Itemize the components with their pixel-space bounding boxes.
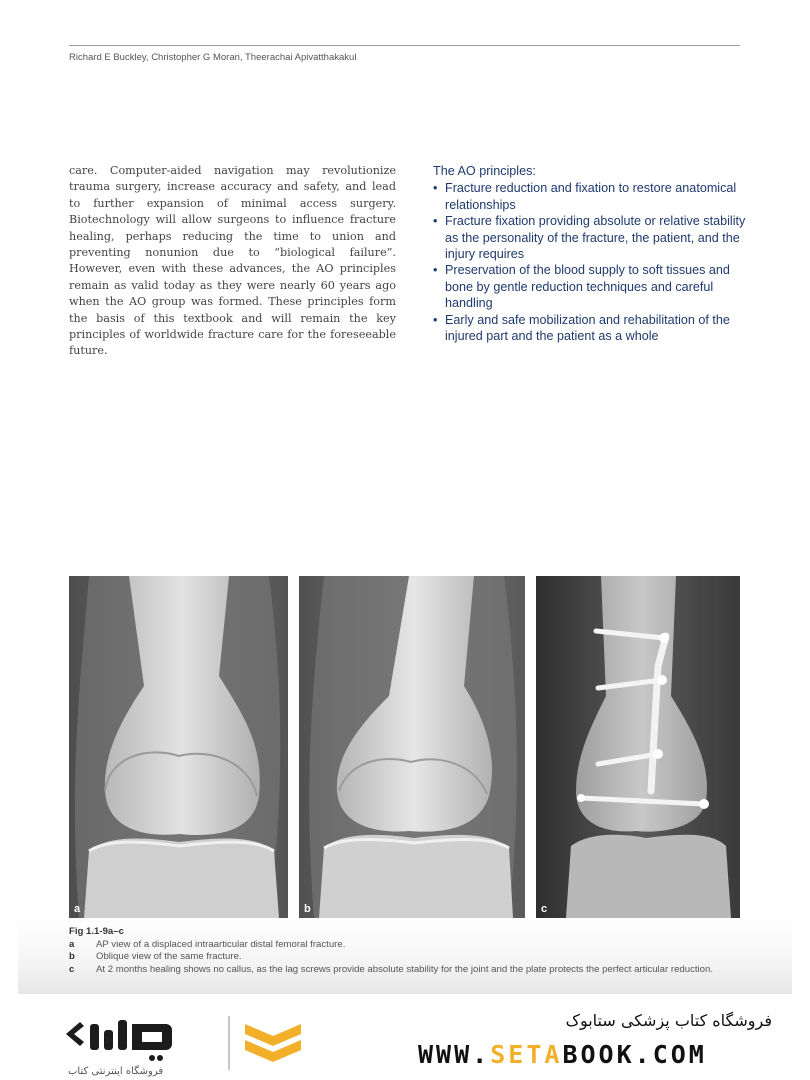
xray-panel-c	[536, 576, 740, 918]
xray-image-c	[536, 576, 740, 918]
caption-key: c	[69, 963, 75, 975]
xray-image-a	[69, 576, 288, 918]
url-prefix: WWW.	[418, 1040, 491, 1069]
principle-text: Early and safe mobilization and rehabilitation of the injured part and the patient as a whole	[445, 312, 730, 344]
caption-text: At 2 months healing shows no callus, as the lag screws provide absolute stability for the joint and the plate protects the perfect articular reduction.	[96, 963, 714, 975]
xray-panel-a	[69, 576, 288, 918]
logo-subtitle: فروشگاه اینترنتی کتاب	[68, 1066, 164, 1077]
body-paragraph: care. Computer-aided navigation may revolutionize trauma surgery, increase accuracy and safety, and lead to further expansion of minimal access surgery. Biotechnology will allow surgeons to influence fracture healing, perhaps reducing the time to union and preventing nonunion due to “biological failure”. However, even with these advances, the AO principles remain as valid today as they were nearly 60 years ago when the AO group was formed. These principles form the basis of this textbook and will remain the key principles of worldwide fracture care for the foreseeable future.	[69, 164, 396, 358]
setabook-logo	[60, 1010, 320, 1078]
ao-principles-list	[433, 180, 753, 344]
caption-key: b	[69, 951, 75, 963]
caption-key: a	[69, 938, 75, 950]
url-suffix: BOOK.COM	[562, 1040, 707, 1069]
caption-item-c	[69, 964, 749, 977]
bullet: •	[433, 312, 438, 327]
url-accent: SETA	[490, 1040, 563, 1069]
ao-principles-title: The AO principles:	[433, 164, 536, 178]
principle-text: Fracture reduction and fixation to restore anatomical relationships	[445, 181, 737, 212]
panel-label-b: b	[304, 903, 311, 915]
principle-item	[433, 312, 753, 345]
principle-item	[433, 262, 753, 311]
caption-text: Oblique view of the same fracture.	[96, 951, 242, 963]
caption-item-a	[69, 939, 749, 952]
ao-principles-box	[433, 163, 753, 344]
header-rule	[69, 45, 740, 46]
figure-caption	[69, 926, 749, 976]
principle-text: Preservation of the blood supply to soft tissues and bone by gentle reduction techniques and careful handling	[445, 263, 730, 311]
panel-label-a: a	[74, 903, 81, 915]
store-name: فروشگاه کتاب پزشکی ستابوک	[565, 1011, 772, 1030]
bullet: •	[433, 214, 438, 229]
bullet: •	[433, 263, 438, 278]
xray-image-b	[299, 576, 525, 918]
principle-item	[433, 213, 753, 262]
panel-label-c: c	[541, 903, 548, 915]
bullet: •	[433, 181, 438, 196]
caption-text: AP view of a displaced intraarticular distal femoral fracture.	[96, 938, 346, 950]
site-url	[418, 1040, 707, 1069]
xray-panel-b	[299, 576, 525, 918]
principle-item	[433, 180, 753, 213]
caption-item-b	[69, 951, 749, 964]
caption-title: Fig 1.1-9a–c	[69, 926, 124, 937]
running-head-authors: Richard E Buckley, Christopher G Moran, Theerachai Apivatthakakul	[69, 52, 357, 63]
principle-text: Fracture fixation providing absolute or relative stability as the personality of the fracture, the patient, and the injury requires	[445, 214, 746, 262]
